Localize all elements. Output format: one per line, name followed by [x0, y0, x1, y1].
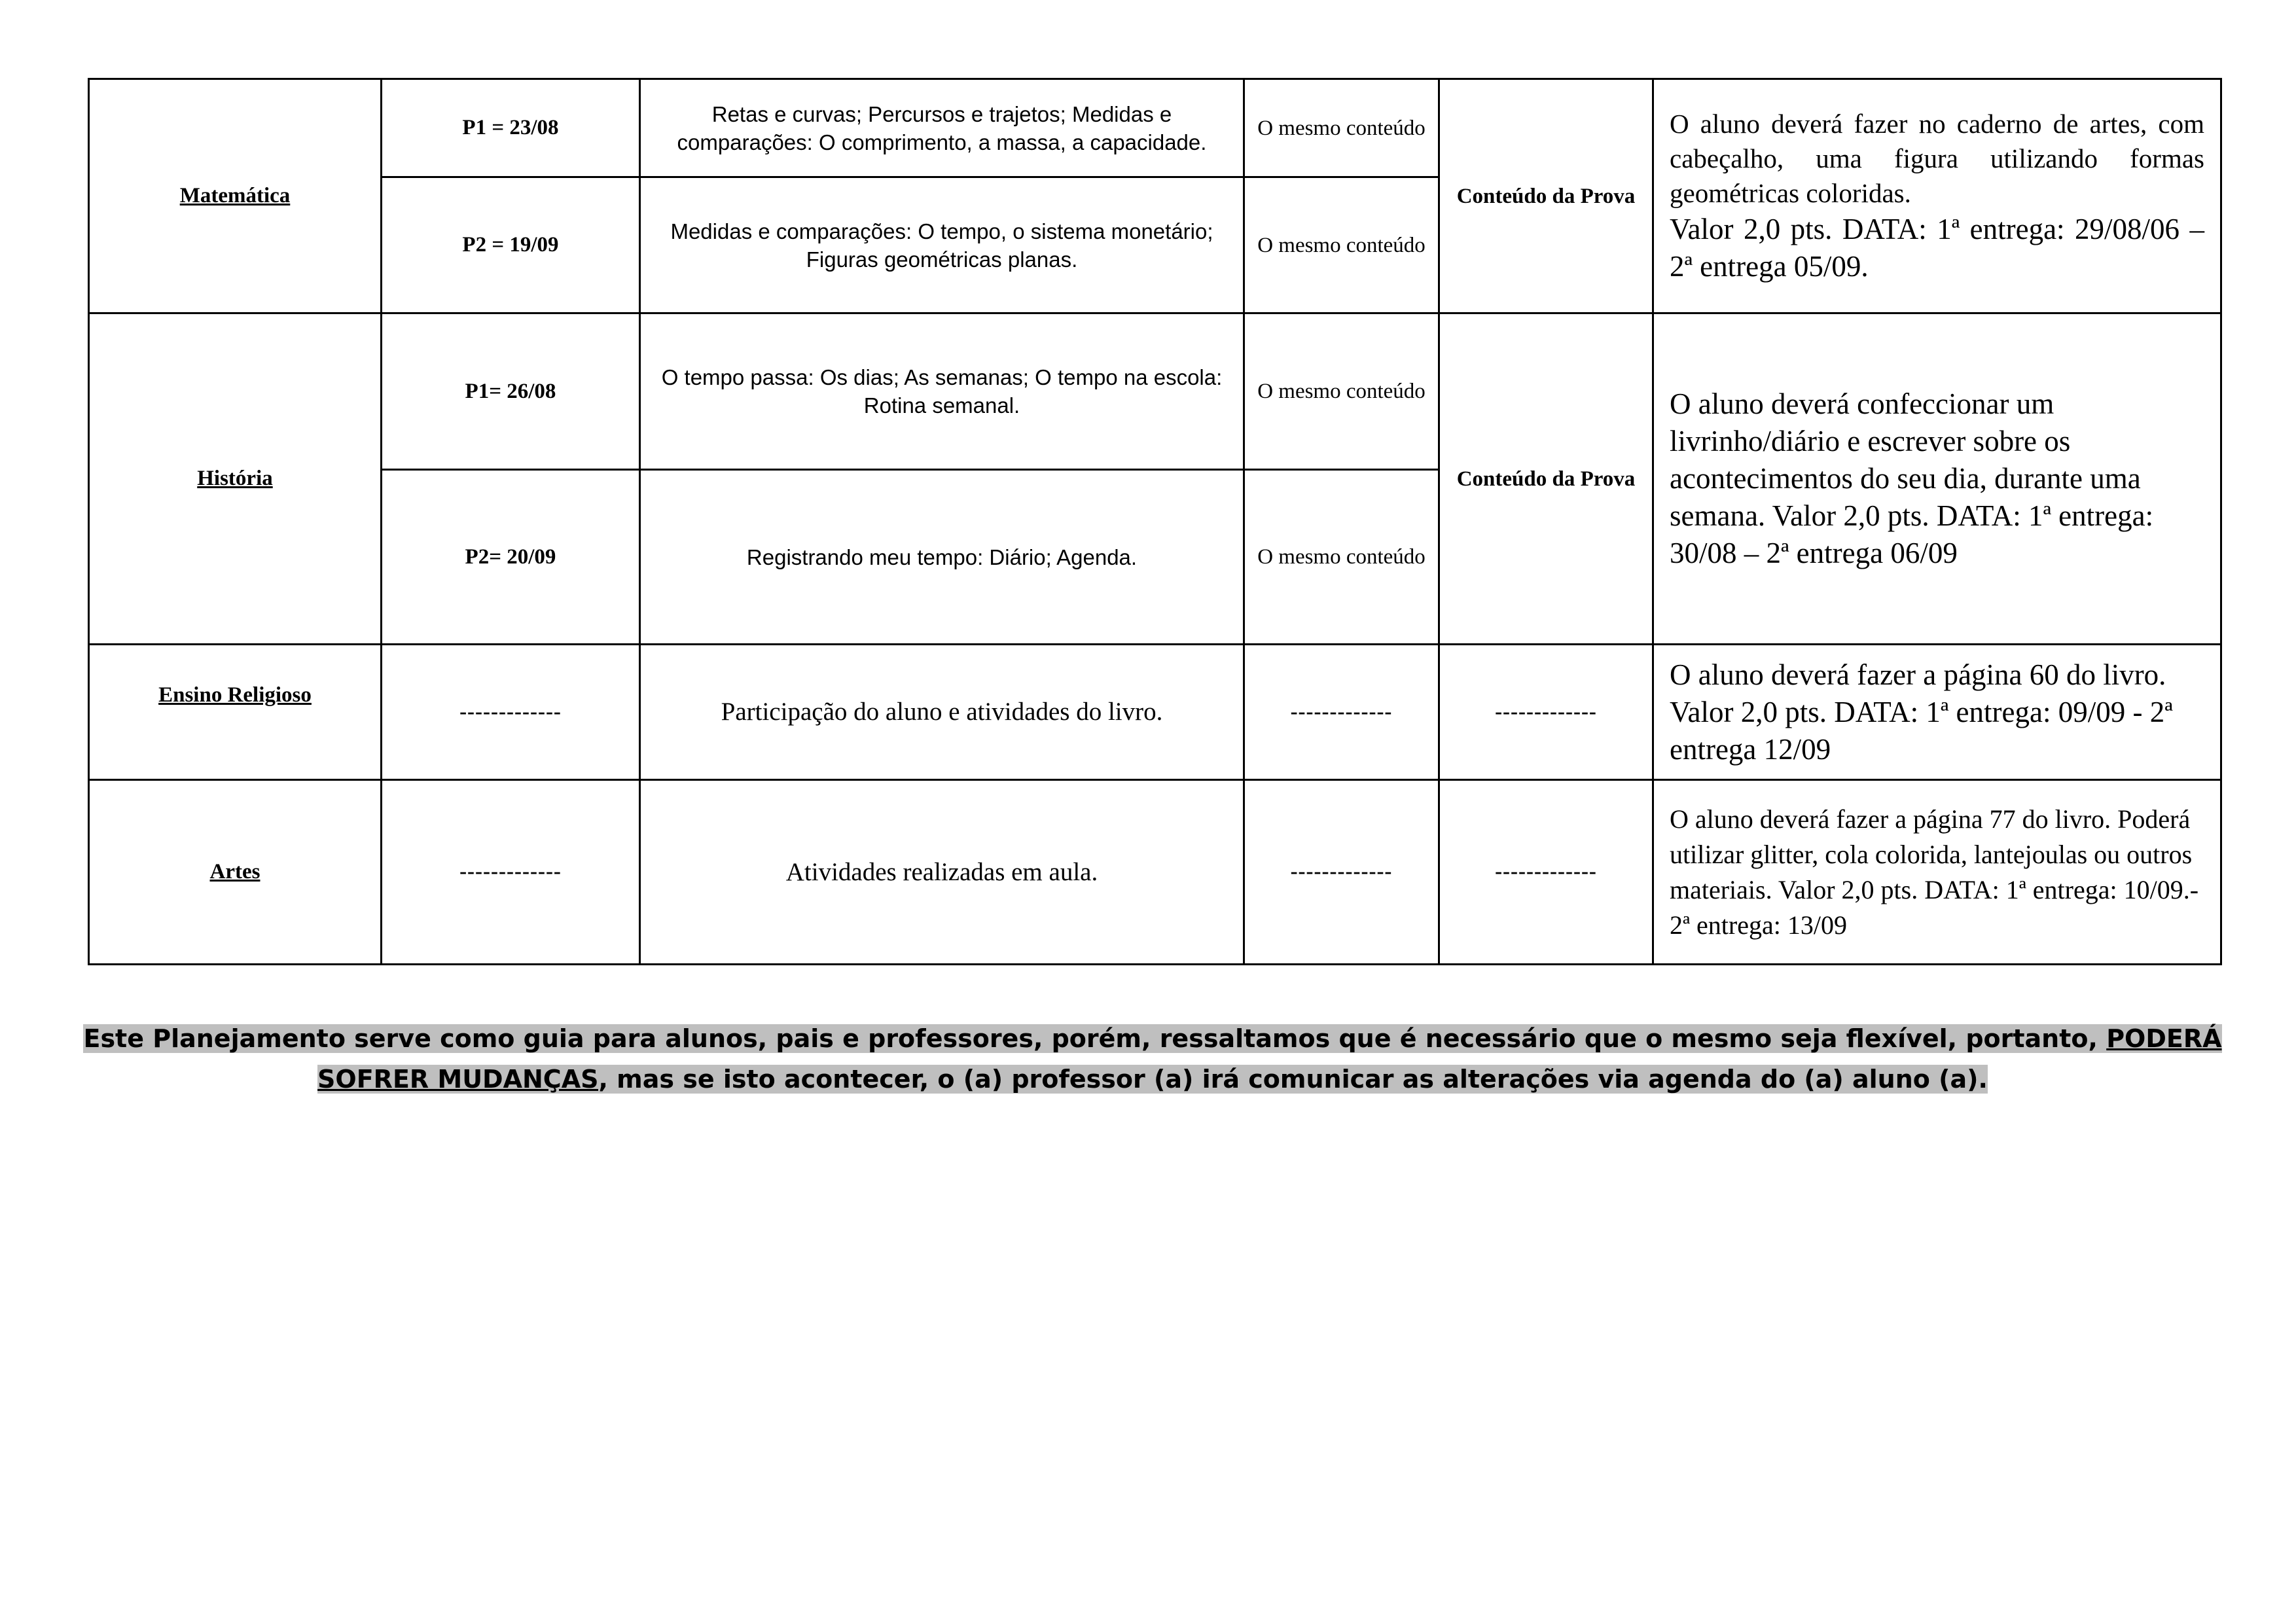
assignment-text: O aluno deverá fazer no caderno de artes, com cabeçalho, uma figura utilizando formas geométricas coloridas.	[1670, 109, 2204, 208]
subject-ensino-religioso: Ensino Religioso	[89, 645, 382, 780]
disclaimer-text-start: Este Planejamento serve como guia para alunos, pais e professores, porém, ressaltamos que é necessário que o mesmo seja flexível, portanto,	[83, 1024, 2107, 1053]
subject-historia: História	[89, 313, 382, 645]
recovery-content: O mesmo conteúdo	[1244, 177, 1439, 313]
exam-date: P2= 20/09	[382, 470, 640, 645]
subject-matematica: Matemática	[89, 79, 382, 313]
recovery-content: O mesmo conteúdo	[1244, 313, 1439, 470]
recovery-exam-label: Conteúdo da Prova	[1439, 79, 1653, 313]
recovery-content: O mesmo conteúdo	[1244, 470, 1439, 645]
disclaimer-text-end: , mas se isto acontecer, o (a) professor (a) irá comunicar as alterações via agenda do (a) aluno (a).	[598, 1065, 1988, 1094]
exam-content: Retas e curvas; Percursos e trajetos; Medidas e comparações: O comprimento, a massa, a capacidade.	[640, 79, 1244, 177]
assignment-value: Valor 2,0 pts. DATA: 1ª entrega: 29/08/06 – 2ª entrega 05/09.	[1670, 213, 2204, 283]
recovery-exam-label: Conteúdo da Prova	[1439, 313, 1653, 645]
exam-content: Medidas e comparações: O tempo, o sistema monetário; Figuras geométricas planas.	[640, 177, 1244, 313]
assignment-text: O aluno deverá fazer a página 77 do livro. Poderá utilizar glitter, cola colorida, lantejoulas ou outros materiais. Valor 2,0 pts. DATA: 1ª entrega: 10/09.- 2ª entrega: 13/09	[1653, 780, 2221, 965]
exam-date: P1= 26/08	[382, 313, 640, 470]
exam-date: P2 = 19/09	[382, 177, 640, 313]
exam-date: P1 = 23/08	[382, 79, 640, 177]
exam-content: Participação do aluno e atividades do livro.	[640, 645, 1244, 780]
disclaimer-note	[63, 1018, 2242, 1099]
exam-content: Atividades realizadas em aula.	[640, 780, 1244, 965]
assignment-cell	[1653, 79, 2221, 313]
row-matematica-p1	[89, 79, 2221, 177]
exam-content: Registrando meu tempo: Diário; Agenda.	[640, 470, 1244, 645]
subject-artes: Artes	[89, 780, 382, 965]
row-ensino-religioso	[89, 645, 2221, 780]
recovery-content: -------------	[1244, 645, 1439, 780]
exam-content: O tempo passa: Os dias; As semanas; O tempo na escola: Rotina semanal.	[640, 313, 1244, 470]
recovery-content: -------------	[1244, 780, 1439, 965]
assignment-text: O aluno deverá fazer a página 60 do livro. Valor 2,0 pts. DATA: 1ª entrega: 09/09 - 2ª entrega 12/09	[1653, 645, 2221, 780]
disclaimer-emphasis: PODERÁ SOFRER MUDANÇAS	[317, 1024, 2222, 1094]
assignment-text: O aluno deverá confeccionar um livrinho/diário e escrever sobre os acontecimentos do seu dia, durante uma semana. Valor 2,0 pts. DATA: 1ª entrega: 30/08 – 2ª entrega 06/09	[1653, 313, 2221, 645]
row-artes	[89, 780, 2221, 965]
planning-table	[88, 78, 2222, 965]
exam-date: -------------	[382, 645, 640, 780]
row-historia-p1	[89, 313, 2221, 470]
recovery-content: O mesmo conteúdo	[1244, 79, 1439, 177]
exam-date: -------------	[382, 780, 640, 965]
recovery-exam-label: -------------	[1439, 780, 1653, 965]
recovery-exam-label: -------------	[1439, 645, 1653, 780]
